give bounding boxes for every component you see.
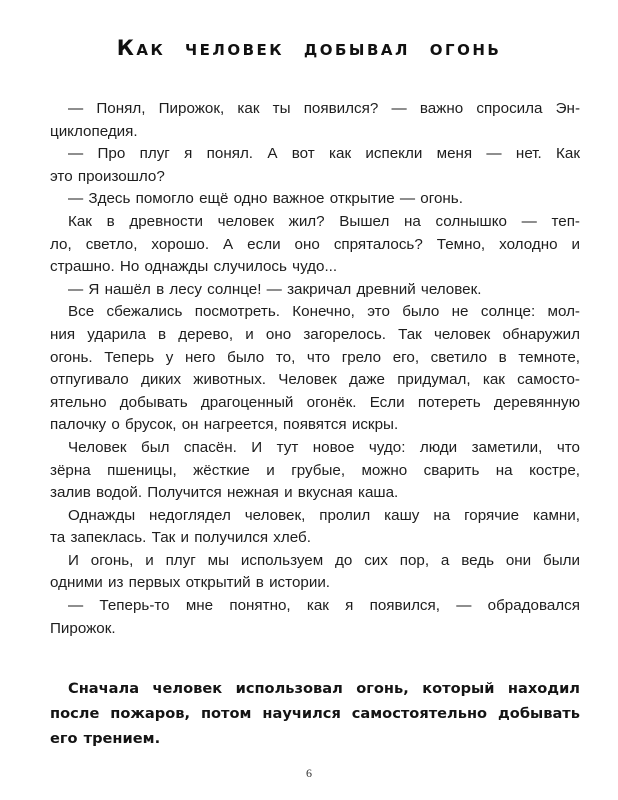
text-line: Однажды недоглядел человек, пролил кашу на горячие камни, xyxy=(68,506,580,524)
text-line: И огонь, и плуг мы используем до сих пор, а ведь они были xyxy=(68,551,580,569)
text-line: — Теперь-то мне понятно, как я появился, — обрадовался xyxy=(68,597,580,615)
text-line: это произошло? xyxy=(50,167,165,185)
page-title: Как человек добывал огонь xyxy=(116,36,502,60)
story-text xyxy=(50,98,580,640)
text-line: — Я нашёл в лесу солнце! — закричал древний человек. xyxy=(68,280,482,298)
text-line: — Про плуг я понял. А вот как испекли меня — нет. Как xyxy=(68,145,580,163)
text-line: палочку о брусок, он нагреется, появятся искры. xyxy=(50,416,399,434)
text-line: одними из первых открытий в истории. xyxy=(50,574,331,592)
text-line: ло, светло, хорошо. А если оно спряталось? Темно, холодно и xyxy=(50,235,580,253)
text-line: — Понял, Пирожок, как ты появился? — важно спросила Эн- xyxy=(68,100,580,117)
text-line: отпугивало диких животных. Человек даже придумал, как самосто- xyxy=(50,371,580,389)
text-line: страшно. Но однажды случилось чудо... xyxy=(50,258,338,276)
text-line: залив водой. Получится нежная и вкусная каша. xyxy=(50,484,399,502)
page-number: 6 xyxy=(306,766,312,780)
summary-text xyxy=(50,676,580,751)
text-line: огонь. Теперь у него было то, что грело его, светило в темноте, xyxy=(50,348,580,366)
text-line: Все сбежались посмотреть. Конечно, это было не солнце: мол- xyxy=(68,303,580,321)
text-line: Пирожок. xyxy=(50,619,116,637)
text-line: Человек был спасён. И тут новое чудо: люди заметили, что xyxy=(68,438,580,456)
text-line: та запеклась. Так и получился хлеб. xyxy=(50,529,311,547)
summary-line: после пожаров, потом научился самостоятельно добывать xyxy=(50,705,580,722)
summary-line: его трением. xyxy=(50,730,161,747)
text-line: Как в древности человек жил? Вышел на солнышко — теп- xyxy=(68,212,580,230)
text-line: зёрна пшеницы, жёсткие и грубые, можно сварить на костре, xyxy=(50,461,580,479)
text-line: — Здесь помогло ещё одно важное открытие — огонь. xyxy=(68,190,463,208)
text-line: ния ударила в дерево, и оно загорелось. Так человек обнаружил xyxy=(50,325,580,343)
text-line: циклопедия. xyxy=(50,122,138,140)
summary-line: Сначала человек использовал огонь, который находил xyxy=(68,680,580,697)
text-line: ятельно добывать драгоценный огонёк. Если потереть деревянную xyxy=(50,393,580,411)
